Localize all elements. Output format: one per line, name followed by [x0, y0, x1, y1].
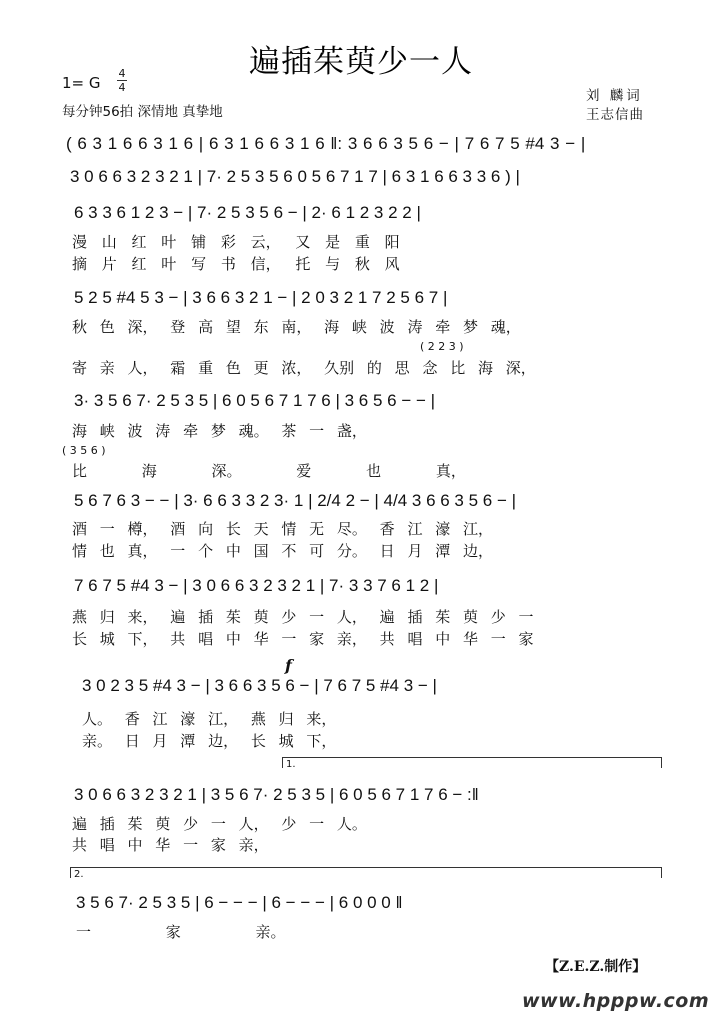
dynamic-forte: f — [285, 656, 292, 675]
notation-row-7: 7 6 7 5 #4 3 − | 3 0 6 6 3 2 3 2 1 | 7· 3 3 7 6 1 2 | — [74, 576, 439, 595]
lyric-row-8-verse-2: 亲。 日 月 潭 边， 长 城 下， — [82, 732, 337, 750]
lyric-row-7-verse-1: 燕 归 来， 遍 插 茱 萸 少 一 人， 遍 插 茱 萸 少 一 — [72, 608, 534, 626]
volta-label-2: 2. — [74, 869, 84, 880]
lyric-row-10: 一 家 亲。 — [76, 923, 286, 941]
score-title: 遍插茱萸少一人 — [249, 44, 473, 80]
lyric-row-6-verse-2: 情 也 真， 一 个 中 国 不 可 分。 日 月 潭 边， — [72, 542, 493, 560]
time-signature-bottom: 4 — [118, 81, 126, 94]
credit-label: 【Z.E.Z.制作】 — [545, 959, 647, 975]
website-watermark[interactable]: www.hpppw.com — [522, 990, 710, 1012]
lyric-row-5-verse-1: 海 峡 波 涛 牵 梦 魂。 茶 一 盏， — [72, 422, 367, 440]
key-signature: 1= G — [62, 74, 101, 92]
notation-row-4: 5 2 5 #4 5 3 − | 3 6 6 3 2 1 − | 2 0 3 2 1 7 2 5 6 7 | — [74, 288, 448, 307]
time-signature — [117, 68, 127, 93]
time-signature-top: 4 — [118, 67, 126, 80]
lyric-row-9-verse-1: 遍 插 茱 萸 少 一 人， 少 一 人。 — [72, 815, 367, 833]
lyric-row-4-verse-1: 秋 色 深， 登 高 望 东 南， 海 峡 波 涛 牵 梦 魂， — [72, 318, 521, 336]
alt-notes-row-5: ( 3 5 6 ) — [62, 444, 106, 457]
notation-row-3: 6 3 3 6 1 2 3 − | 7· 2 5 3 5 6 − | 2· 6 1 2 3 2 2 | — [74, 203, 421, 222]
lyric-row-8-verse-1: 人。 香 江 濠 江， 燕 归 来， — [82, 710, 337, 728]
notation-row-6: 5 6 7 6 3 − − | 3· 6 6 3 3 2 3· 1 | 2/4 2 − | 4/4 3 6 6 3 5 6 − | — [74, 491, 517, 510]
volta-bracket-2 — [70, 867, 662, 878]
notation-row-10: 3 5 6 7· 2 5 3 5 | 6 − − − | 6 − − − | 6 0 0 0 ‖ — [76, 893, 403, 912]
lyric-row-4-verse-2: 寄 亲 人， 霜 重 色 更 浓， 久别 的 思 念 比 海 深， — [72, 359, 536, 377]
lyric-row-6-verse-1: 酒 一 樽， 酒 向 长 天 情 无 尽。 香 江 濠 江， — [72, 520, 493, 538]
volta-label-1: 1. — [286, 759, 296, 770]
lyric-row-9-verse-2: 共 唱 中 华 一 家 亲， — [72, 836, 269, 854]
lyric-row-3-verse-1: 漫 山 红 叶 铺 彩 云， 又 是 重 阳 — [72, 233, 400, 251]
lyric-row-7-verse-2: 长 城 下， 共 唱 中 华 一 家 亲， 共 唱 中 华 一 家 — [72, 630, 534, 648]
volta-bracket-1 — [282, 757, 662, 768]
notation-row-9: 3 0 6 6 3 2 3 2 1 | 3 5 6 7· 2 5 3 5 | 6 0 5 6 7 1 7 6 − :‖ — [74, 785, 479, 804]
lyricist-credit: 刘 麟词 — [586, 88, 643, 104]
tempo-expression: 每分钟56拍 深情地 真挚地 — [62, 104, 223, 120]
lyric-row-5-verse-2: 比 海 深。 爱 也 真， — [72, 462, 466, 480]
notation-row-2: 3 0 6 6 3 2 3 2 1 | 7· 2 5 3 5 6 0 5 6 7 1 7 | 6 3 1 6 6 3 3 6 ) | — [70, 167, 520, 186]
notation-row-5: 3· 3 5 6 7· 2 5 3 5 | 6 0 5 6 7 1 7 6 | 3 6 5 6 − − | — [74, 391, 436, 410]
alt-notes-row-4: ( 2 2 3 ) — [420, 340, 464, 353]
notation-row-1: ( 6 3 1 6 6 3 1 6 | 6 3 1 6 6 3 1 6 ‖: 3 6 6 3 5 6 − | 7 6 7 5 #4 3 − | — [66, 134, 586, 153]
composer-credit: 王志信曲 — [586, 107, 644, 123]
notation-row-8: 3 0 2 3 5 #4 3 − | 3 6 6 3 5 6 − | 7 6 7 5 #4 3 − | — [82, 676, 437, 695]
lyric-row-3-verse-2: 摘 片 红 叶 写 书 信， 托 与 秋 风 — [72, 255, 400, 273]
